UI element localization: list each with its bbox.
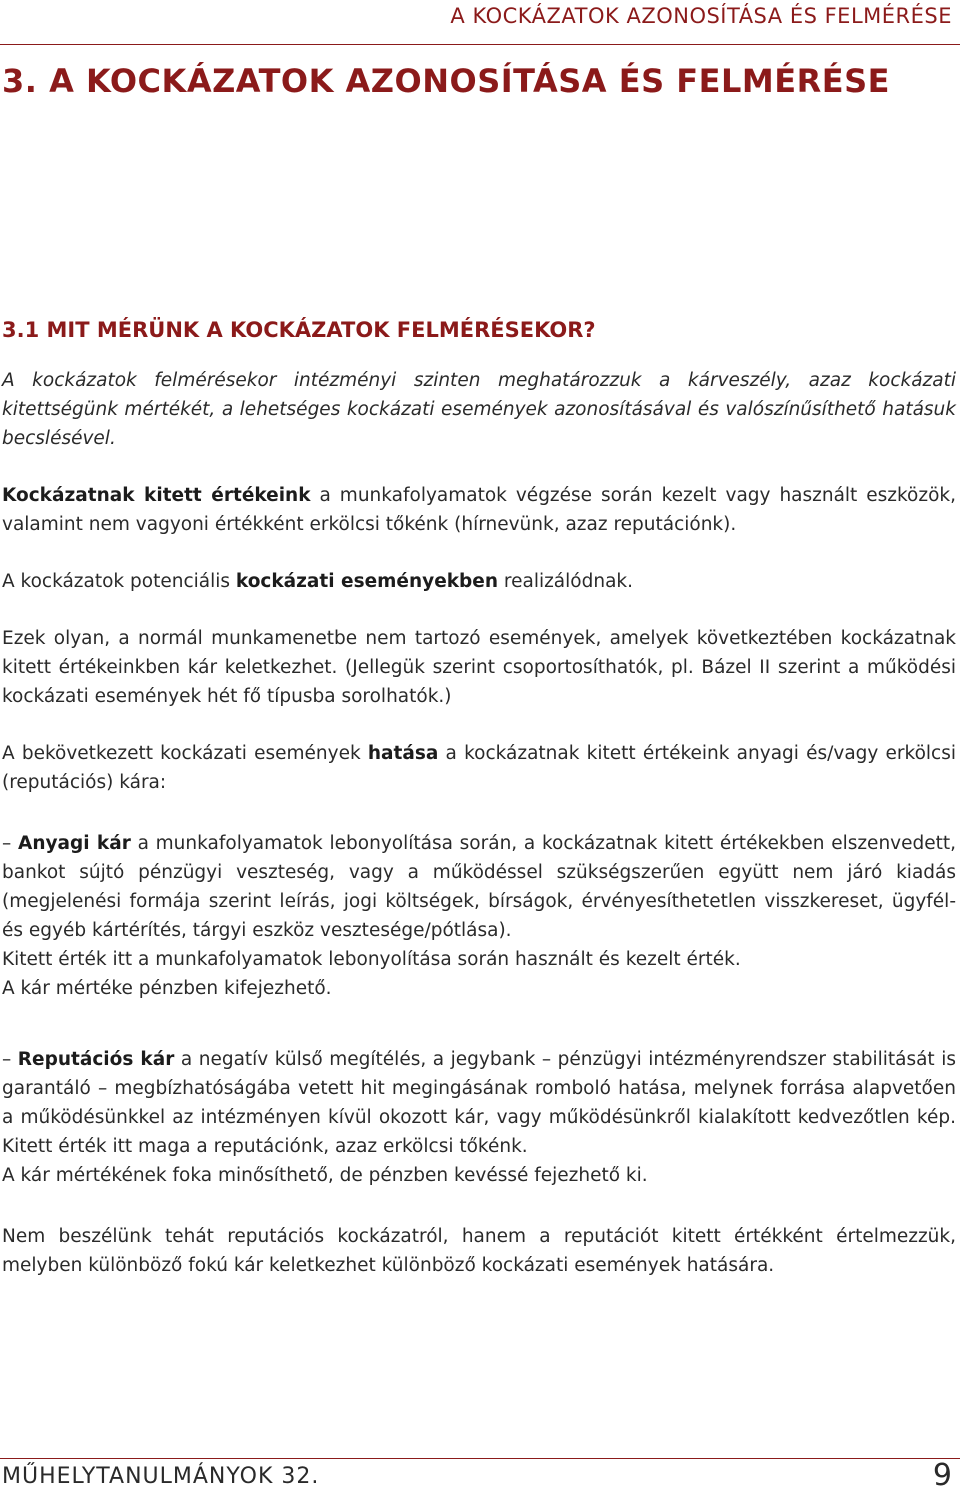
paragraph-text: a munkafolyamatok lebonyolítása során, a kockázatnak kitett értékekben elszenvedett, bankot sújtó pénzügyi veszteség, vagy a működéssel szükségszerűen együtt nem járó kiadás (megjelenési formája szerint leírás, jogi költségek, bírságok, érvényesíthetetlen visszkereset, ügyfél- és egyéb kártérítés, tárgyi eszköz vesztesége/pótlása).	[2, 833, 957, 941]
paragraph-exposed-values	[2, 481, 956, 539]
list-item-material-damage	[2, 829, 956, 945]
term-exposed-values: Kockázatnak kitett értékeink	[2, 485, 311, 506]
list-dash: –	[2, 1049, 18, 1070]
footer-rule	[0, 1458, 960, 1459]
paragraph-impact	[2, 739, 956, 797]
paragraph-text: a negatív külső megítélés, a jegybank – pénzügyi intézményrendszer stabilitását is garantáló – megbízhatóságába vetett hit megingásának romboló hatása, melynek forrása alapvetően a működésünkkel az intézményen kívül okozott kár, vagy működésünkről kialakított kedvezőtlen kép. Kitett érték itt maga a reputációnk, azaz erkölcsi tőkénk.	[2, 1049, 956, 1157]
header-rule	[0, 44, 960, 45]
paragraph-text: realizálódnak.	[498, 571, 633, 592]
chapter-title: 3. A KOCKÁZATOK AZONOSÍTÁSA ÉS FELMÉRÉSE	[2, 62, 890, 100]
paragraph-risk-events	[2, 567, 956, 596]
list-dash: –	[2, 833, 18, 854]
paragraph-event-definition: Ezek olyan, a normál munkamenetbe nem tartozó események, amelyek következtében kockázatnak kitett értékeinkben kár keletkezhet. (Jellegük szerint csoportosíthatók, pl. Bázel II szerint a működési kockázati események hét fő típusba sorolhatók.)	[2, 628, 956, 707]
paragraph-text: a munkafolyamatok végzése során kezelt vagy használt eszközök, valamint nem vagyoni értékként erkölcsi tőkénk (hírnevünk, azaz reputációnk).	[2, 485, 956, 535]
term-material-damage: Anyagi kár	[18, 833, 131, 854]
page-number: 9	[932, 1458, 952, 1493]
paragraph-text: A kockázatok potenciális	[2, 571, 236, 592]
term-reputational-damage: Reputációs kár	[17, 1049, 175, 1070]
term-impact: hatása	[367, 743, 439, 764]
paragraph-conclusion: Nem beszélünk tehát reputációs kockázatról, hanem a reputációt kitett értékként értelmezzük, melyben különböző fokú kár keletkezhet különböző kockázati események hatására.	[2, 1226, 956, 1276]
paragraph-text: a kockázatnak kitett értékeink anyagi és/vagy erkölcsi (reputációs) kára:	[2, 743, 956, 793]
term-risk-events: kockázati eseményekben	[235, 571, 499, 592]
paragraph-text: A bekövetkezett kockázati események	[2, 743, 368, 764]
list-item-line: A kár mértékének foka minősíthető, de pénzben kevéssé fejezhető ki.	[2, 1165, 648, 1186]
running-header: A KOCKÁZATOK AZONOSÍTÁSA ÉS FELMÉRÉSE	[450, 4, 952, 28]
intro-paragraph: A kockázatok felmérésekor intézményi szinten meghatározzuk a kárveszély, azaz kockázati kitettségünk mértékét, a lehetséges kockázati események azonosításával és valószínűsíthető hatásuk becslésével.	[2, 370, 956, 449]
publication-name: MŰHELYTANULMÁNYOK 32.	[2, 1464, 320, 1489]
body-text	[2, 366, 956, 1280]
section-title: 3.1 MIT MÉRÜNK A KOCKÁZATOK FELMÉRÉSEKOR?	[2, 318, 596, 342]
list-item-reputational-damage	[2, 1045, 956, 1161]
list-item-line: A kár mértéke pénzben kifejezhető.	[2, 978, 332, 999]
list-item-line: Kitett érték itt a munkafolyamatok lebonyolítása során használt és kezelt érték.	[2, 949, 741, 970]
